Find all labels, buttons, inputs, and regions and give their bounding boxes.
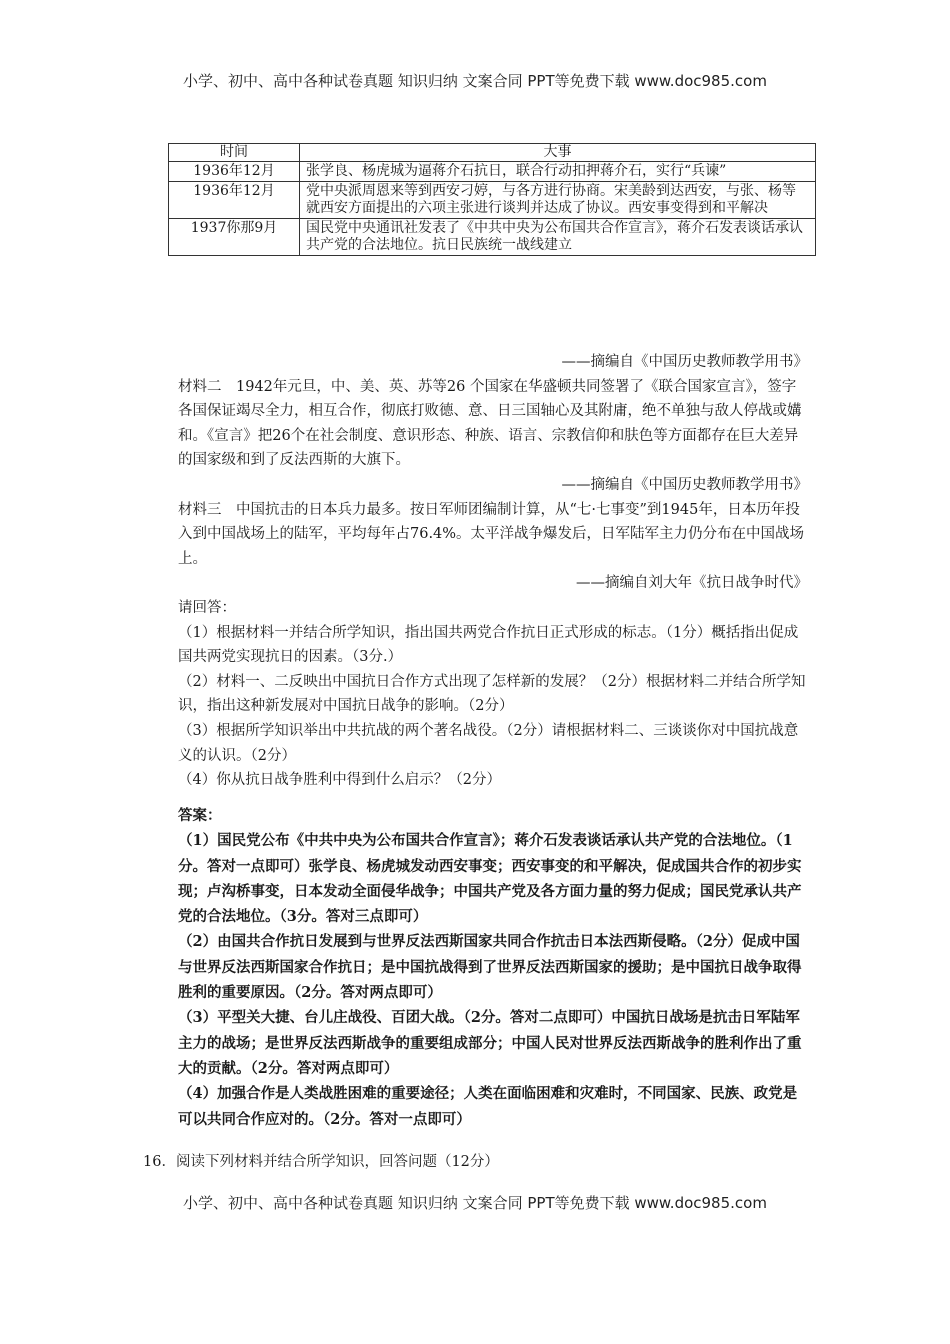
question-1: （1）根据材料一并结合所学知识，指出国共两党合作抗日正式形成的标志。（1分）概括指出促成国共两党实现抗日的因素。（3分.） xyxy=(178,624,799,666)
table-row xyxy=(169,219,816,256)
answers-section xyxy=(178,803,808,1132)
table-cell-event: 张学良、杨虎城为逼蒋介石抗日，联合行动扣押蒋介石，实行“兵谏” xyxy=(300,162,816,182)
answer-4: （4）加强合作是人类战胜困难的重要途径；人类在面临困难和灾难时，不同国家、民族、政党是可以共同合作应对的。（2分。答对一点即可） xyxy=(178,1085,798,1128)
source-citation-1: ——摘编自《中国历史教师教学用书》 xyxy=(561,354,808,370)
table-header-row xyxy=(169,144,816,162)
question-3: （3）根据所学知识举出中共抗战的两个著名战役。（2分）请根据材料二、三谈谈你对中国抗战意义的认识。（2分） xyxy=(178,722,799,764)
answer-prompt: 请回答： xyxy=(178,599,236,616)
table-cell-time: 1937你那9月 xyxy=(169,219,300,256)
page-header: 小学、初中、高中各种试卷真题 知识归纳 文案合同 PPT等免费下载 www.doc985.com xyxy=(183,72,767,90)
events-table xyxy=(168,143,816,256)
column-header-event: 大事 xyxy=(300,144,816,162)
source-citation-2: ——摘编自《中国历史教师教学用书》 xyxy=(561,476,808,493)
answer-1: （1）国民党公布《中共中央为公布国共合作宣言》；蒋介石发表谈话承认共产党的合法地位。（1分。答对一点即可）张学良、杨虎城发动西安事变；西安事变的和平解决，促成国共合作的初步实现；卢沟桥事变，日本发动全面侵华战争；中国共产党及各方面力量的努力促成；国民党承认共产党的合法地位。（3分。答对三点即可） xyxy=(178,832,802,926)
table-cell-event: 党中央派周恩来等到西安刁婷，与各方进行协商。宋美龄到达西安，与张、杨等就西安方面提出的六项主张进行谈判并达成了协议。西安事变得到和平解决 xyxy=(300,182,816,219)
question-4: （4）你从抗日战争胜利中得到什么启示？（2分） xyxy=(178,772,501,789)
table-cell-time: 1936年12月 xyxy=(169,162,300,182)
material-three: 材料三 中国抗击的日本兵力最多。按日军师团编制计算，从“七·七事变”到1945年，日本历年投入到中国战场上的陆军，平均每年占76.4%。太平洋战争爆发后，日军陆军主力仍分布在中国战场上。 xyxy=(178,501,805,567)
table-row xyxy=(169,162,816,182)
page-footer: 小学、初中、高中各种试卷真题 知识归纳 文案合同 PPT等免费下载 www.doc985.com xyxy=(183,1194,767,1212)
question-2: （2）材料一、二反映出中国抗日合作方式出现了怎样新的发展？（2分）根据材料二并结合所学知识，指出这种新发展对中国抗日战争的影响。（2分） xyxy=(178,673,806,715)
material-two: 材料二 1942年元旦，中、美、英、苏等26 个国家在华盛顿共同签署了《联合国家宣言》，签字各国保证竭尽全力，相互合作，彻底打败德、意、日三国轴心及其附庸，绝不单独与敌人停战或媾和。《宣言》把26个在社会制度、意识形态、种族、语言、宗教信仰和肤色等方面都存在巨大差异的国家级和到了反法西斯的大旗下。 xyxy=(178,378,802,469)
answer-3: （3）平型关大捷、台儿庄战役、百团大战。（2分。答对二点即可）中国抗日战场是抗击日军陆军主力的战场；是世界反法西斯战争的重要组成部分；中国人民对世界反法西斯战争的胜利作出了重大的贡献。（2分。答对两点即可） xyxy=(178,1009,802,1077)
column-header-time: 时间 xyxy=(169,144,300,162)
source-citation-3: ——摘编自刘大年《抗日战争时代》 xyxy=(576,575,808,592)
table-cell-event: 国民党中央通讯社发表了《中共中央为公布国共合作宣言》，蒋介石发表谈话承认共产党的合法地位。抗日民族统一战线建立 xyxy=(300,219,816,256)
materials-section xyxy=(178,350,808,793)
question-16: 16．阅读下列材料并结合所学知识，回答问题（12分） xyxy=(143,1154,499,1170)
answer-2: （2）由国共合作抗日发展到与世界反法西斯国家共同合作抗击日本法西斯侵略。（2分）促成中国与世界反法西斯国家合作抗日；是中国抗战得到了世界反法西斯国家的援助；是中国抗日战争取得胜利的重要原因。（2分。答对两点即可） xyxy=(178,933,802,1002)
table-row xyxy=(169,182,816,219)
answer-label: 答案： xyxy=(178,807,222,824)
table-cell-time: 1936年12月 xyxy=(169,182,300,219)
